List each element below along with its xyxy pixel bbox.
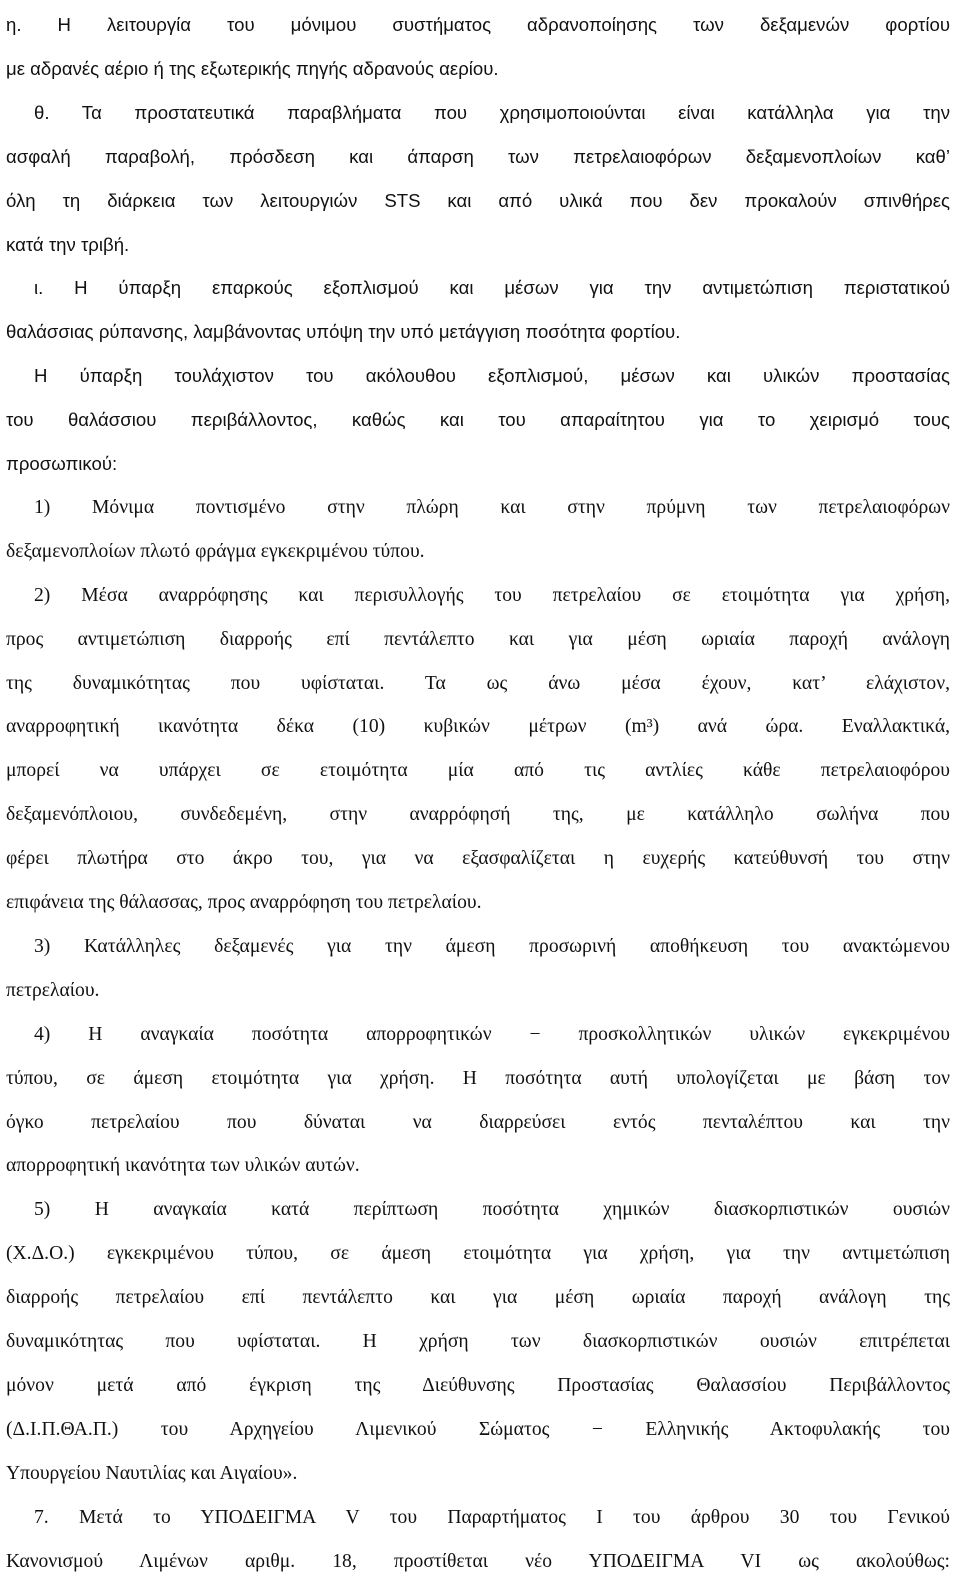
document-line: 3) Κατάλληλες δεξαμενές για την άμεση προσωρινή αποθήκευση του ανακτώμενου [34,935,950,957]
document-line: φέρει πλωτήρα στο άκρο του, για να εξασφαλίζεται η ευχερής κατεύθυνσή του στην [6,848,950,870]
document-line: 1) Μόνιμα ποντισμένο στην πλώρη και στην πρύμνη των πετρελαιοφόρων [34,496,950,518]
document-line: του θαλάσσιου περιβάλλοντος, καθώς και του απαραίτητου για το χειρισμό τους [6,409,950,431]
document-line: 7. Μετά το ΥΠΟΔΕΙΓΜΑ V του Παραρτήματος Ι του άρθρου 30 του Γενικού [34,1506,950,1528]
document-line: μόνον μετά από έγκριση της Διεύθυνσης Προστασίας Θαλασσίου Περιβάλλοντος [6,1374,950,1396]
document-line: 4) Η αναγκαία ποσότητα απορροφητικών − προσκολλητικών υλικών εγκεκριμένου [34,1023,950,1045]
document-line: θαλάσσιας ρύπανσης, λαμβάνοντας υπόψη την υπό μετάγγιση ποσότητα φορτίου. [6,321,681,343]
document-line: αναρροφητική ικανότητα δέκα (10) κυβικών μέτρων (m³) ανά ώρα. Εναλλακτικά, [6,716,950,738]
document-line: προς αντιμετώπιση διαρροής επί πεντάλεπτο και για μέση ωριαία παροχή ανάλογη [6,628,950,650]
document-line: της δυναμικότητας που υφίσταται. Τα ως άνω μέσα έχουν, κατ’ ελάχιστον, [6,672,950,694]
document-line: δεξαμενοπλοίων πλωτό φράγμα εγκεκριμένου τύπου. [6,540,425,562]
document-line: όλη τη διάρκεια των λειτουργιών STS και από υλικά που δεν προκαλούν σπινθήρες [6,189,950,211]
document-line: όγκο πετρελαίου που δύναται να διαρρεύσει εντός πενταλέπτου και την [6,1111,950,1133]
document-line: ασφαλή παραβολή, πρόσδεση και άπαρση των πετρελαιοφόρων δεξαμενοπλοίων καθ’ [6,145,950,167]
document-line: με αδρανές αέριο ή της εξωτερικής πηγής αδρανούς αερίου. [6,57,499,79]
document-line: προσωπικού: [6,453,118,474]
document-line: (Χ.Δ.Ο.) εγκεκριμένου τύπου, σε άμεση ετοιμότητα για χρήση, για την αντιμετώπιση [6,1243,950,1265]
document-line: δεξαμενόπλοιου, συνδεδεμένη, στην αναρρόφησή της, με κατάλληλο σωλήνα που [6,804,950,826]
document-line: κατά την τριβή. [6,233,130,255]
document-line: 2) Μέσα αναρρόφησης και περισυλλογής του πετρελαίου σε ετοιμότητα για χρήση, [34,584,950,606]
document-line: 5) Η αναγκαία κατά περίπτωση ποσότητα χημικών διασκορπιστικών ουσιών [34,1199,950,1221]
document-line: Κανονισμού Λιμένων αριθμ. 18, προστίθεται νέο ΥΠΟΔΕΙΓΜΑ VI ως ακολούθως: [6,1550,950,1572]
document-line: δυναμικότητας που υφίσταται. Η χρήση των διασκορπιστικών ουσιών επιτρέπεται [6,1331,950,1352]
document-line: διαρροής πετρελαίου επί πεντάλεπτο και για μέση ωριαία παροχή ανάλογη της [6,1287,950,1309]
document-line: θ. Τα προστατευτικά παραβλήματα που χρησιμοποιούνται είναι κατάλληλα για την [34,101,950,123]
document-line: η. Η λειτουργία του μόνιμου συστήματος αδρανοποίησης των δεξαμενών φορτίου [6,14,950,35]
document-line: μπορεί να υπάρχει σε ετοιμότητα μία από τις αντλίες κάθε πετρελαιοφόρου [6,760,950,782]
document-line: τύπου, σε άμεση ετοιμότητα για χρήση. Η ποσότητα αυτή υπολογίζεται με βάση τον [6,1067,950,1089]
document-line: ι. Η ύπαρξη επαρκούς εξοπλισμού και μέσων για την αντιμετώπιση περιστατικού [34,277,950,299]
document-line: πετρελαίου. [6,979,100,1001]
document-line: απορροφητική ικανότητα των υλικών αυτών. [6,1155,360,1177]
document-line: (Δ.Ι.Π.ΘΑ.Π.) του Αρχηγείου Λιμενικού Σώματος − Ελληνικής Ακτοφυλακής του [6,1418,950,1440]
document-line: επιφάνεια της θάλασσας, προς αναρρόφηση του πετρελαίου. [6,892,482,913]
document-line: Η ύπαρξη τουλάχιστον του ακόλουθου εξοπλισμού, μέσων και υλικών προστασίας [34,365,950,387]
document-line: Υπουργείου Ναυτιλίας και Αιγαίου». [6,1462,298,1484]
